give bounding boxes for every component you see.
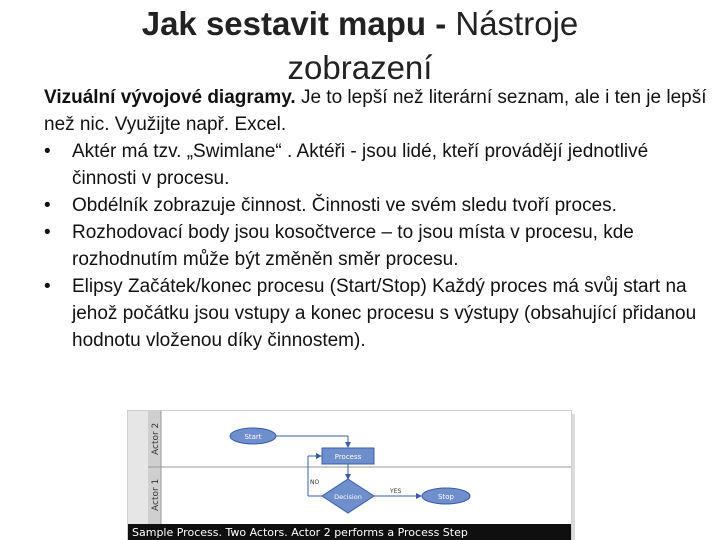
swimlane-diagram: [128, 411, 571, 524]
lane-header-column: [128, 411, 148, 524]
slide-body: [44, 84, 714, 354]
bullet-item: [44, 192, 714, 219]
bullet-text: Elipsy Začátek/konec procesu (Start/Stop) Každý proces má svůj start na jehož počátku jsou vstupy a konec procesu s výstupy (obsahující přidanou hodnotu vloženou díky činnostem).: [72, 276, 697, 351]
edge-label-no: NO: [310, 479, 320, 486]
process-label: Process: [334, 453, 362, 461]
bullet-item: [44, 219, 714, 273]
stop-label: Stop: [438, 493, 454, 501]
bullet-item: [44, 138, 714, 192]
lead-rest-text: Je to lepší než literární seznam, ale i ten je lepší než nic. Využijte např. Excel.: [44, 87, 707, 135]
bullet-text: Aktér má tzv. „Swimlane“ . Aktéři - jsou lidé, kteří provádějí jednotlivé činnosti v procesu.: [72, 141, 649, 189]
bullet-text: Obdélník zobrazuje činnost. Činnosti ve svém sledu tvoří proces.: [72, 195, 617, 216]
bullet-text: Rozhodovací body jsou kosočtverce – to jsou místa v procesu, kde rozhodnutím může být změněn směr procesu.: [72, 222, 634, 270]
lead-paragraph: [44, 84, 714, 138]
diagram-caption: Sample Process. Two Actors. Actor 2 performs a Process Step: [128, 524, 572, 540]
edge-label-yes: YES: [390, 488, 402, 495]
slide-title: [80, 2, 640, 90]
bullet-item: [44, 273, 714, 354]
title-rest-part: Nástroje zobrazení: [287, 5, 579, 86]
bullet-icon: •: [44, 222, 51, 243]
bullet-list: [44, 138, 714, 354]
bullet-icon: •: [44, 195, 51, 216]
decision-label: Decision: [334, 493, 362, 501]
lead-bold-text: Vizuální vývojové diagramy.: [44, 87, 296, 108]
start-label: Start: [244, 433, 262, 441]
swimlane-diagram-image: [127, 410, 572, 540]
bullet-icon: •: [44, 276, 51, 297]
lane-label-actor-2: Actor 2: [151, 422, 161, 455]
lane-label-actor-1: Actor 1: [151, 478, 161, 511]
bullet-icon: •: [44, 141, 51, 162]
title-bold-part: Jak sestavit mapu -: [141, 5, 447, 42]
